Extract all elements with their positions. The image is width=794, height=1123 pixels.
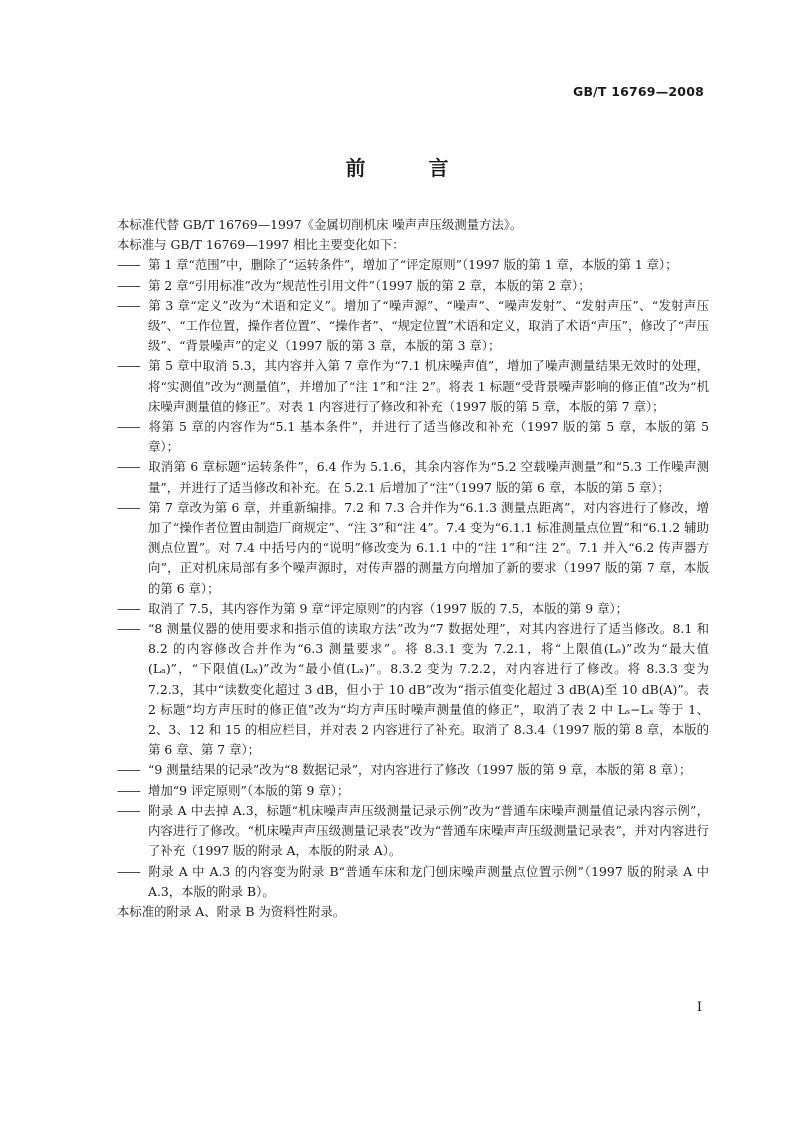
change-item [117, 781, 709, 801]
page-number: I [696, 1000, 702, 1015]
dash-marker: —— [117, 802, 140, 818]
change-item [117, 255, 709, 275]
preface-body [117, 215, 709, 922]
change-item-text: “9 测量结果的记录”改为“8 数据记录”，对内容进行了修改（1997 版的第 9 章，本版的第 8 章）； [148, 762, 692, 778]
dash-marker: —— [117, 419, 140, 435]
dash-marker: —— [117, 459, 140, 475]
change-item-text: 取消了 7.5，其内容作为第 9 章“评定原则”的内容（1997 版的 7.5，本版的第 9 章）； [148, 600, 629, 616]
dash-marker: —— [117, 863, 140, 879]
change-item-text: 第 1 章“范围”中，删除了“运转条件”，增加了“评定原则”（1997 版的第 1 章，本版的第 1 章）； [148, 257, 678, 273]
change-item [117, 356, 709, 417]
standard-code: GB/T 16769—2008 [572, 84, 704, 99]
change-item-text: “8 测量仪器的使用要求和指示值的读取方法”改为“7 数据处理”，对其内容进行了适当修改。8.1 和 8.2 的内容修改合并作为“6.3 测量要求”。将 8.3.1 变为 7.2.1，将“上限值(Lₛ)”改为“最大值(Lₐ)”，“下限值(Lₓ)”改为“最小值(Lₓ)”。8.3.2 变为 7.2.2，对内容进行了修改。将 8.3.3 变为 7.2.3，其中“读数变化超过 3 dB，但小于 10 dB”改为“指示值变化超过 3 dB(A)至 10 dB(A)”。表 2 标题“均方声压时的修正值”改为“均方声压时噪声测量值的修正”，取消了表 2 中 Lₛ−Lₓ 等于 1、2、3、12 和 15 的相应栏目，并对表 2 内容进行了补充。取消了 8.3.4（1997 版的第 8 章，本版的第 6 章、第 7 章）； [148, 621, 709, 758]
change-item [117, 417, 709, 457]
page-title: 前 言 [345, 156, 477, 180]
change-item-text: 第 3 章“定义”改为“术语和定义”。增加了“噪声源”、“噪声”、“噪声发射”、“发射声压”、“发射声压级”、“工作位置，操作者位置”、“操作者”、“规定位置”术语和定义，取消了术语“声压”，修改了“声压级”、“背景噪声”的定义（1997 版的第 3 章，本版的第 3 章）； [148, 297, 709, 354]
dash-marker: —— [117, 297, 140, 313]
change-item [117, 801, 709, 862]
dash-marker: —— [117, 277, 140, 293]
change-item [117, 296, 709, 357]
change-item-text: 第 5 章中取消 5.3，其内容并入第 7 章作为“7.1 机床噪声值”，增加了噪声测量结果无效时的处理，将“实测值”改为“测量值”，并增加了“注 1”和“注 2”。将表 1 标题“受背景噪声影响的修正值”改为“机床噪声测量值的修正”。对表 1 内容进行了修改和补充（1997 版的第 5 章，本版的第 7 章）； [148, 358, 709, 414]
dash-marker: —— [117, 621, 140, 637]
change-item-text: 增加“9 评定原则”（本版的第 9 章）； [148, 782, 350, 798]
change-item-text: 附录 A 中 A.3 的内容变为附录 B“普通车床和龙门刨床噪声测量点位置示例”（1997 版的附录 A 中 A.3，本版的附录 B）。 [148, 863, 709, 899]
change-item [117, 498, 709, 599]
change-item [117, 619, 709, 760]
dash-marker: —— [117, 257, 140, 273]
dash-marker: —— [117, 600, 140, 616]
change-item [117, 760, 709, 780]
change-item-text: 第 2 章“引用标准”改为“规范性引用文件”（1997 版的第 2 章，本版的第 2 章）； [148, 277, 591, 293]
change-item-text: 附录 A 中去掉 A.3，标题“机床噪声声压级测量记录示例”改为“普通车床噪声测量值记录内容示例”，内容进行了修改。“机床噪声声压级测量记录表”改为“普通车床噪声声压级测量记录表”，并对内容进行了补充（1997 版的附录 A，本版的附录 A）。 [148, 802, 709, 859]
intro-paragraph: 本标准代替 GB/T 16769—1997《金属切削机床 噪声声压级测量方法》。 [117, 217, 523, 232]
change-item [117, 862, 709, 902]
change-item-text: 第 7 章改为第 6 章，并重新编排。7.2 和 7.3 合并作为“6.1.3 测量点距离”，对内容进行了修改，增加了“操作者位置由制造厂商规定”、“注 3”和“注 4”。7.4 变为“6.1.1 标准测量点位置”和“6.1.2 辅助测点位置”。对 7.4 中括号内的“说明”修改变为 6.1.1 中的“注 1”和“注 2”。7.1 并入“6.2 传声器方向”，正对机床局部有多个噪声源时，对传声器的测量方向增加了新的要求（1997 版的第 7 章，本版的第 6 章）； [148, 499, 709, 596]
dash-marker: —— [117, 782, 140, 798]
dash-marker: —— [117, 499, 140, 515]
intro-paragraph: 本标准与 GB/T 16769—1997 相比主要变化如下： [117, 237, 405, 253]
change-item [117, 276, 709, 296]
change-item [117, 599, 709, 619]
closing-paragraph: 本标准的附录 A、附录 B 为资料性附录。 [117, 903, 346, 919]
change-item-text: 取消第 6 章标题“运转条件”，6.4 作为 5.1.6，其余内容作为“5.2 空载噪声测量”和“5.3 工作噪声测量”，并进行了适当修改和补充。在 5.2.1 后增加了“注”（1997 版的第 6 章，本版的第 5 章）； [148, 459, 709, 495]
change-item [117, 457, 709, 497]
change-item-text: 将第 5 章的内容作为“5.1 基本条件”，并进行了适当修改和补充（1997 版的第 5 章，本版的第 5 章）； [148, 419, 709, 455]
dash-marker: —— [117, 762, 140, 778]
dash-marker: —— [117, 358, 140, 374]
